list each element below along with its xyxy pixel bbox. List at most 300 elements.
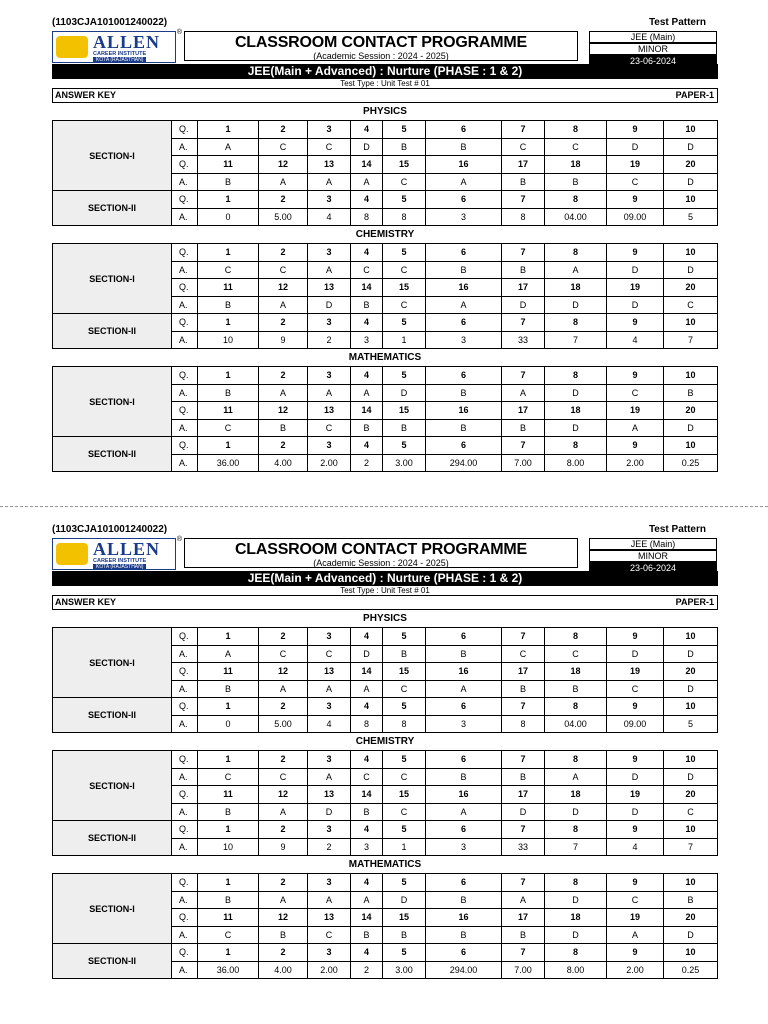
answer-value: C <box>351 261 383 279</box>
answer-value: 0.25 <box>664 961 718 979</box>
question-number: 10 <box>664 121 718 139</box>
section-ii-label: SECTION-II <box>53 437 172 472</box>
question-number: 8 <box>545 244 607 262</box>
answer-value: 0 <box>198 715 259 733</box>
answer-value: C <box>308 926 351 944</box>
question-number: 13 <box>308 786 351 804</box>
question-row <box>53 314 718 332</box>
answer-value: 3 <box>351 838 383 856</box>
question-number: 2 <box>259 367 308 385</box>
question-number: 13 <box>308 402 351 420</box>
question-number: 3 <box>308 751 351 769</box>
answer-key-bar <box>52 88 718 103</box>
question-number: 18 <box>545 663 607 681</box>
section-ii-label: SECTION-II <box>53 314 172 349</box>
question-number: 3 <box>308 244 351 262</box>
answer-value: B <box>351 803 383 821</box>
logo-emblem-icon <box>56 36 88 58</box>
question-number: 1 <box>198 437 259 455</box>
answer-value: 7.00 <box>502 961 545 979</box>
question-number: 15 <box>383 279 426 297</box>
answer-value: B <box>502 926 545 944</box>
question-number: 11 <box>198 156 259 174</box>
registered-mark: ® <box>176 536 182 543</box>
answer-value: C <box>198 926 259 944</box>
answer-value: B <box>545 680 607 698</box>
answer-value: B <box>426 138 502 156</box>
answer-table <box>52 366 718 472</box>
answer-value: 5.00 <box>259 715 308 733</box>
question-number: 1 <box>198 698 259 716</box>
answer-value: 10 <box>198 331 259 349</box>
question-number: 4 <box>351 628 383 646</box>
answer-value: 36.00 <box>198 454 259 472</box>
question-number: 11 <box>198 786 259 804</box>
answer-value: D <box>664 768 718 786</box>
answer-value: 1 <box>383 331 426 349</box>
question-number: 5 <box>383 874 426 892</box>
question-number: 20 <box>664 402 718 420</box>
answer-value: 2.00 <box>308 454 351 472</box>
pattern-exam: JEE (Main) <box>589 538 717 550</box>
question-number: 5 <box>383 628 426 646</box>
answer-value: C <box>607 173 664 191</box>
question-number: 1 <box>198 367 259 385</box>
question-number: 12 <box>259 402 308 420</box>
paper-label: PAPER-1 <box>675 90 714 100</box>
answer-value: C <box>545 138 607 156</box>
question-number: 8 <box>545 367 607 385</box>
question-number: 17 <box>502 663 545 681</box>
question-number: 8 <box>545 751 607 769</box>
answer-value: 7.00 <box>502 454 545 472</box>
academic-session: (Academic Session : 2024 - 2025) <box>313 51 449 61</box>
answer-value: 3.00 <box>383 454 426 472</box>
test-pattern-label: Test Pattern <box>648 524 706 535</box>
question-number: 5 <box>383 191 426 209</box>
question-number: 4 <box>351 821 383 839</box>
answer-value: C <box>545 645 607 663</box>
answer-value: 04.00 <box>545 208 607 226</box>
question-number: 14 <box>351 786 383 804</box>
answer-label: A. <box>172 261 198 279</box>
answer-value: A <box>351 891 383 909</box>
answer-value: D <box>664 173 718 191</box>
header-top <box>52 524 718 538</box>
question-label: Q. <box>172 751 198 769</box>
question-number: 19 <box>607 786 664 804</box>
answer-value: D <box>545 384 607 402</box>
answer-value: B <box>198 803 259 821</box>
question-label: Q. <box>172 663 198 681</box>
question-number: 13 <box>308 909 351 927</box>
answer-value: B <box>426 419 502 437</box>
answer-value: A <box>426 680 502 698</box>
question-number: 18 <box>545 279 607 297</box>
question-number: 17 <box>502 786 545 804</box>
question-number: 19 <box>607 156 664 174</box>
answer-value: C <box>607 891 664 909</box>
answer-value: 8 <box>351 715 383 733</box>
answer-value: A <box>308 891 351 909</box>
question-number: 9 <box>607 821 664 839</box>
question-number: 5 <box>383 944 426 962</box>
header <box>52 29 718 66</box>
registered-mark: ® <box>176 29 182 36</box>
answer-value: D <box>545 926 607 944</box>
question-number: 5 <box>383 367 426 385</box>
question-number: 3 <box>308 698 351 716</box>
test-type: Test Type : Unit Test # 01 <box>340 79 430 88</box>
answer-value: C <box>198 768 259 786</box>
question-number: 15 <box>383 663 426 681</box>
question-number: 1 <box>198 821 259 839</box>
answer-value: C <box>664 296 718 314</box>
question-number: 10 <box>664 628 718 646</box>
answer-value: D <box>664 645 718 663</box>
question-number: 18 <box>545 786 607 804</box>
question-label: Q. <box>172 909 198 927</box>
section-ii-label: SECTION-II <box>53 191 172 226</box>
answer-value: 0 <box>198 208 259 226</box>
answer-value: 3.00 <box>383 961 426 979</box>
question-number: 3 <box>308 314 351 332</box>
answer-label: A. <box>172 961 198 979</box>
question-number: 2 <box>259 191 308 209</box>
answer-value: D <box>502 803 545 821</box>
answer-value: A <box>308 680 351 698</box>
answer-value: C <box>308 645 351 663</box>
question-number: 5 <box>383 121 426 139</box>
page-title: CLASSROOM CONTACT PROGRAMME <box>234 541 528 558</box>
question-number: 6 <box>426 121 502 139</box>
question-number: 4 <box>351 367 383 385</box>
answer-value: A <box>545 768 607 786</box>
answer-value: 04.00 <box>545 715 607 733</box>
test-date: 23-06-2024 <box>589 55 717 67</box>
test-pattern-label: Test Pattern <box>648 17 706 28</box>
answer-value: A <box>607 419 664 437</box>
question-number: 1 <box>198 314 259 332</box>
answer-value: 2 <box>308 331 351 349</box>
answer-value: C <box>502 645 545 663</box>
answer-value: A <box>426 173 502 191</box>
question-number: 4 <box>351 944 383 962</box>
question-number: 3 <box>308 821 351 839</box>
answer-value: A <box>259 680 308 698</box>
section-i-label: SECTION-I <box>53 628 172 698</box>
answer-value: C <box>198 419 259 437</box>
answer-value: 3 <box>426 715 502 733</box>
question-label: Q. <box>172 156 198 174</box>
answer-value: D <box>664 419 718 437</box>
answer-value: C <box>383 803 426 821</box>
answer-value: B <box>351 419 383 437</box>
question-number: 5 <box>383 698 426 716</box>
question-number: 1 <box>198 628 259 646</box>
question-number: 3 <box>308 628 351 646</box>
question-number: 9 <box>607 944 664 962</box>
question-number: 6 <box>426 751 502 769</box>
question-number: 3 <box>308 367 351 385</box>
question-label: Q. <box>172 121 198 139</box>
question-row <box>53 191 718 209</box>
answer-value: 5 <box>664 208 718 226</box>
question-number: 8 <box>545 874 607 892</box>
question-row <box>53 821 718 839</box>
answer-table <box>52 750 718 856</box>
title-box <box>184 31 578 61</box>
answer-value: D <box>607 803 664 821</box>
section-i-label: SECTION-I <box>53 121 172 191</box>
question-number: 18 <box>545 156 607 174</box>
question-number: 16 <box>426 156 502 174</box>
question-number: 7 <box>502 121 545 139</box>
question-number: 10 <box>664 367 718 385</box>
answer-value: A <box>607 926 664 944</box>
answer-value: 2.00 <box>308 961 351 979</box>
answer-key-bar <box>52 595 718 610</box>
answer-value: B <box>502 261 545 279</box>
answer-value: C <box>308 138 351 156</box>
question-number: 19 <box>607 402 664 420</box>
test-pattern-box <box>589 31 717 67</box>
answer-value: 8 <box>351 208 383 226</box>
question-number: 7 <box>502 944 545 962</box>
answer-value: B <box>426 384 502 402</box>
question-row <box>53 367 718 385</box>
answer-value: D <box>545 803 607 821</box>
question-number: 8 <box>545 821 607 839</box>
answer-value: D <box>607 296 664 314</box>
subject-title: CHEMISTRY <box>355 229 415 240</box>
answer-value: C <box>308 419 351 437</box>
answer-value: B <box>426 261 502 279</box>
answer-value: B <box>545 173 607 191</box>
question-number: 1 <box>198 191 259 209</box>
question-label: Q. <box>172 786 198 804</box>
logo-city: KOTA (RAJASTHAN) <box>93 564 146 570</box>
question-number: 19 <box>607 909 664 927</box>
question-number: 20 <box>664 663 718 681</box>
answer-value: D <box>607 138 664 156</box>
question-number: 12 <box>259 909 308 927</box>
answer-value: B <box>664 891 718 909</box>
answer-value: 5 <box>664 715 718 733</box>
answer-value: 3 <box>426 208 502 226</box>
answer-label: A. <box>172 891 198 909</box>
question-label: Q. <box>172 279 198 297</box>
question-label: Q. <box>172 698 198 716</box>
question-number: 5 <box>383 437 426 455</box>
question-number: 12 <box>259 156 308 174</box>
question-number: 8 <box>545 944 607 962</box>
question-number: 2 <box>259 751 308 769</box>
answer-table <box>52 120 718 226</box>
answer-label: A. <box>172 454 198 472</box>
answer-value: A <box>308 261 351 279</box>
answer-value: C <box>383 296 426 314</box>
test-pattern-box <box>589 538 717 574</box>
answer-label: A. <box>172 296 198 314</box>
answer-value: D <box>664 261 718 279</box>
question-number: 8 <box>545 698 607 716</box>
answer-value: B <box>664 384 718 402</box>
question-number: 2 <box>259 821 308 839</box>
question-number: 9 <box>607 191 664 209</box>
question-number: 4 <box>351 121 383 139</box>
answer-label: A. <box>172 331 198 349</box>
answer-value: D <box>607 261 664 279</box>
question-number: 9 <box>607 437 664 455</box>
question-label: Q. <box>172 367 198 385</box>
course-banner: JEE(Main + Advanced) : Nurture (PHASE : 1 & 2) <box>52 571 718 586</box>
section-i-label: SECTION-I <box>53 244 172 314</box>
section-i-label: SECTION-I <box>53 751 172 821</box>
logo-subtitle: CAREER INSTITUTE <box>93 51 147 57</box>
answer-value: B <box>198 173 259 191</box>
question-number: 11 <box>198 279 259 297</box>
answer-value: 8 <box>383 715 426 733</box>
question-number: 9 <box>607 628 664 646</box>
question-number: 7 <box>502 751 545 769</box>
paper-code: (1103CJA101001240022) <box>52 524 168 535</box>
pattern-type: MINOR <box>589 550 717 562</box>
answer-value: D <box>502 296 545 314</box>
answer-value: A <box>259 803 308 821</box>
question-number: 13 <box>308 156 351 174</box>
answer-value: D <box>383 891 426 909</box>
answer-value: A <box>259 384 308 402</box>
question-label: Q. <box>172 874 198 892</box>
question-label: Q. <box>172 402 198 420</box>
answer-label: A. <box>172 208 198 226</box>
question-number: 17 <box>502 279 545 297</box>
pattern-exam: JEE (Main) <box>589 31 717 43</box>
question-number: 10 <box>664 437 718 455</box>
section-i-label: SECTION-I <box>53 367 172 437</box>
answer-label: A. <box>172 138 198 156</box>
answer-value: 33 <box>502 331 545 349</box>
question-number: 20 <box>664 909 718 927</box>
answer-value: 7 <box>664 331 718 349</box>
question-number: 12 <box>259 279 308 297</box>
answer-value: D <box>607 645 664 663</box>
question-number: 6 <box>426 191 502 209</box>
paper-label: PAPER-1 <box>675 597 714 607</box>
answer-value: 7 <box>545 331 607 349</box>
question-number: 6 <box>426 367 502 385</box>
answer-value: D <box>607 768 664 786</box>
question-number: 14 <box>351 402 383 420</box>
question-number: 10 <box>664 314 718 332</box>
answer-value: C <box>383 261 426 279</box>
question-number: 12 <box>259 663 308 681</box>
answer-label: A. <box>172 768 198 786</box>
answer-value: 7 <box>545 838 607 856</box>
section-ii-label: SECTION-II <box>53 698 172 733</box>
question-number: 9 <box>607 874 664 892</box>
course-banner: JEE(Main + Advanced) : Nurture (PHASE : 1 & 2) <box>52 64 718 79</box>
answer-value: B <box>383 645 426 663</box>
question-number: 8 <box>545 121 607 139</box>
question-number: 5 <box>383 821 426 839</box>
test-type: Test Type : Unit Test # 01 <box>340 586 430 595</box>
answer-value: A <box>351 680 383 698</box>
answer-value: A <box>259 173 308 191</box>
paper-code: (1103CJA101001240022) <box>52 17 168 28</box>
answer-key-label: ANSWER KEY <box>55 597 117 607</box>
answer-value: A <box>198 645 259 663</box>
answer-value: 4 <box>308 208 351 226</box>
answer-key-label: ANSWER KEY <box>55 90 117 100</box>
answer-value: A <box>308 768 351 786</box>
question-number: 10 <box>664 751 718 769</box>
question-number: 7 <box>502 437 545 455</box>
answer-value: A <box>426 296 502 314</box>
question-number: 7 <box>502 874 545 892</box>
question-number: 8 <box>545 191 607 209</box>
question-number: 5 <box>383 751 426 769</box>
answer-label: A. <box>172 926 198 944</box>
question-number: 11 <box>198 663 259 681</box>
answer-value: B <box>259 419 308 437</box>
answer-value: 4.00 <box>259 454 308 472</box>
question-number: 2 <box>259 628 308 646</box>
question-number: 14 <box>351 279 383 297</box>
question-number: 1 <box>198 244 259 262</box>
question-number: 1 <box>198 121 259 139</box>
question-number: 1 <box>198 944 259 962</box>
answer-value: 5.00 <box>259 208 308 226</box>
question-number: 4 <box>351 874 383 892</box>
question-number: 1 <box>198 751 259 769</box>
question-number: 7 <box>502 314 545 332</box>
answer-value: 3 <box>426 331 502 349</box>
answer-value: D <box>664 926 718 944</box>
answer-value: 294.00 <box>426 961 502 979</box>
question-number: 9 <box>607 367 664 385</box>
logo-emblem-icon <box>56 543 88 565</box>
question-number: 9 <box>607 751 664 769</box>
question-number: 12 <box>259 786 308 804</box>
question-number: 4 <box>351 244 383 262</box>
page-title: CLASSROOM CONTACT PROGRAMME <box>234 34 528 51</box>
answer-label: A. <box>172 384 198 402</box>
question-number: 2 <box>259 698 308 716</box>
question-number: 7 <box>502 821 545 839</box>
answer-value: B <box>259 926 308 944</box>
question-number: 10 <box>664 698 718 716</box>
answer-value: B <box>502 173 545 191</box>
question-number: 6 <box>426 437 502 455</box>
answer-table <box>52 873 718 979</box>
question-number: 16 <box>426 909 502 927</box>
question-number: 6 <box>426 244 502 262</box>
answer-value: B <box>198 384 259 402</box>
question-number: 10 <box>664 821 718 839</box>
answer-value: 8 <box>502 715 545 733</box>
question-number: 3 <box>308 437 351 455</box>
answer-value: D <box>545 296 607 314</box>
question-number: 13 <box>308 663 351 681</box>
question-number: 20 <box>664 156 718 174</box>
answer-value: C <box>351 768 383 786</box>
answer-value: 8.00 <box>545 961 607 979</box>
question-row <box>53 751 718 769</box>
question-number: 2 <box>259 874 308 892</box>
question-label: Q. <box>172 628 198 646</box>
